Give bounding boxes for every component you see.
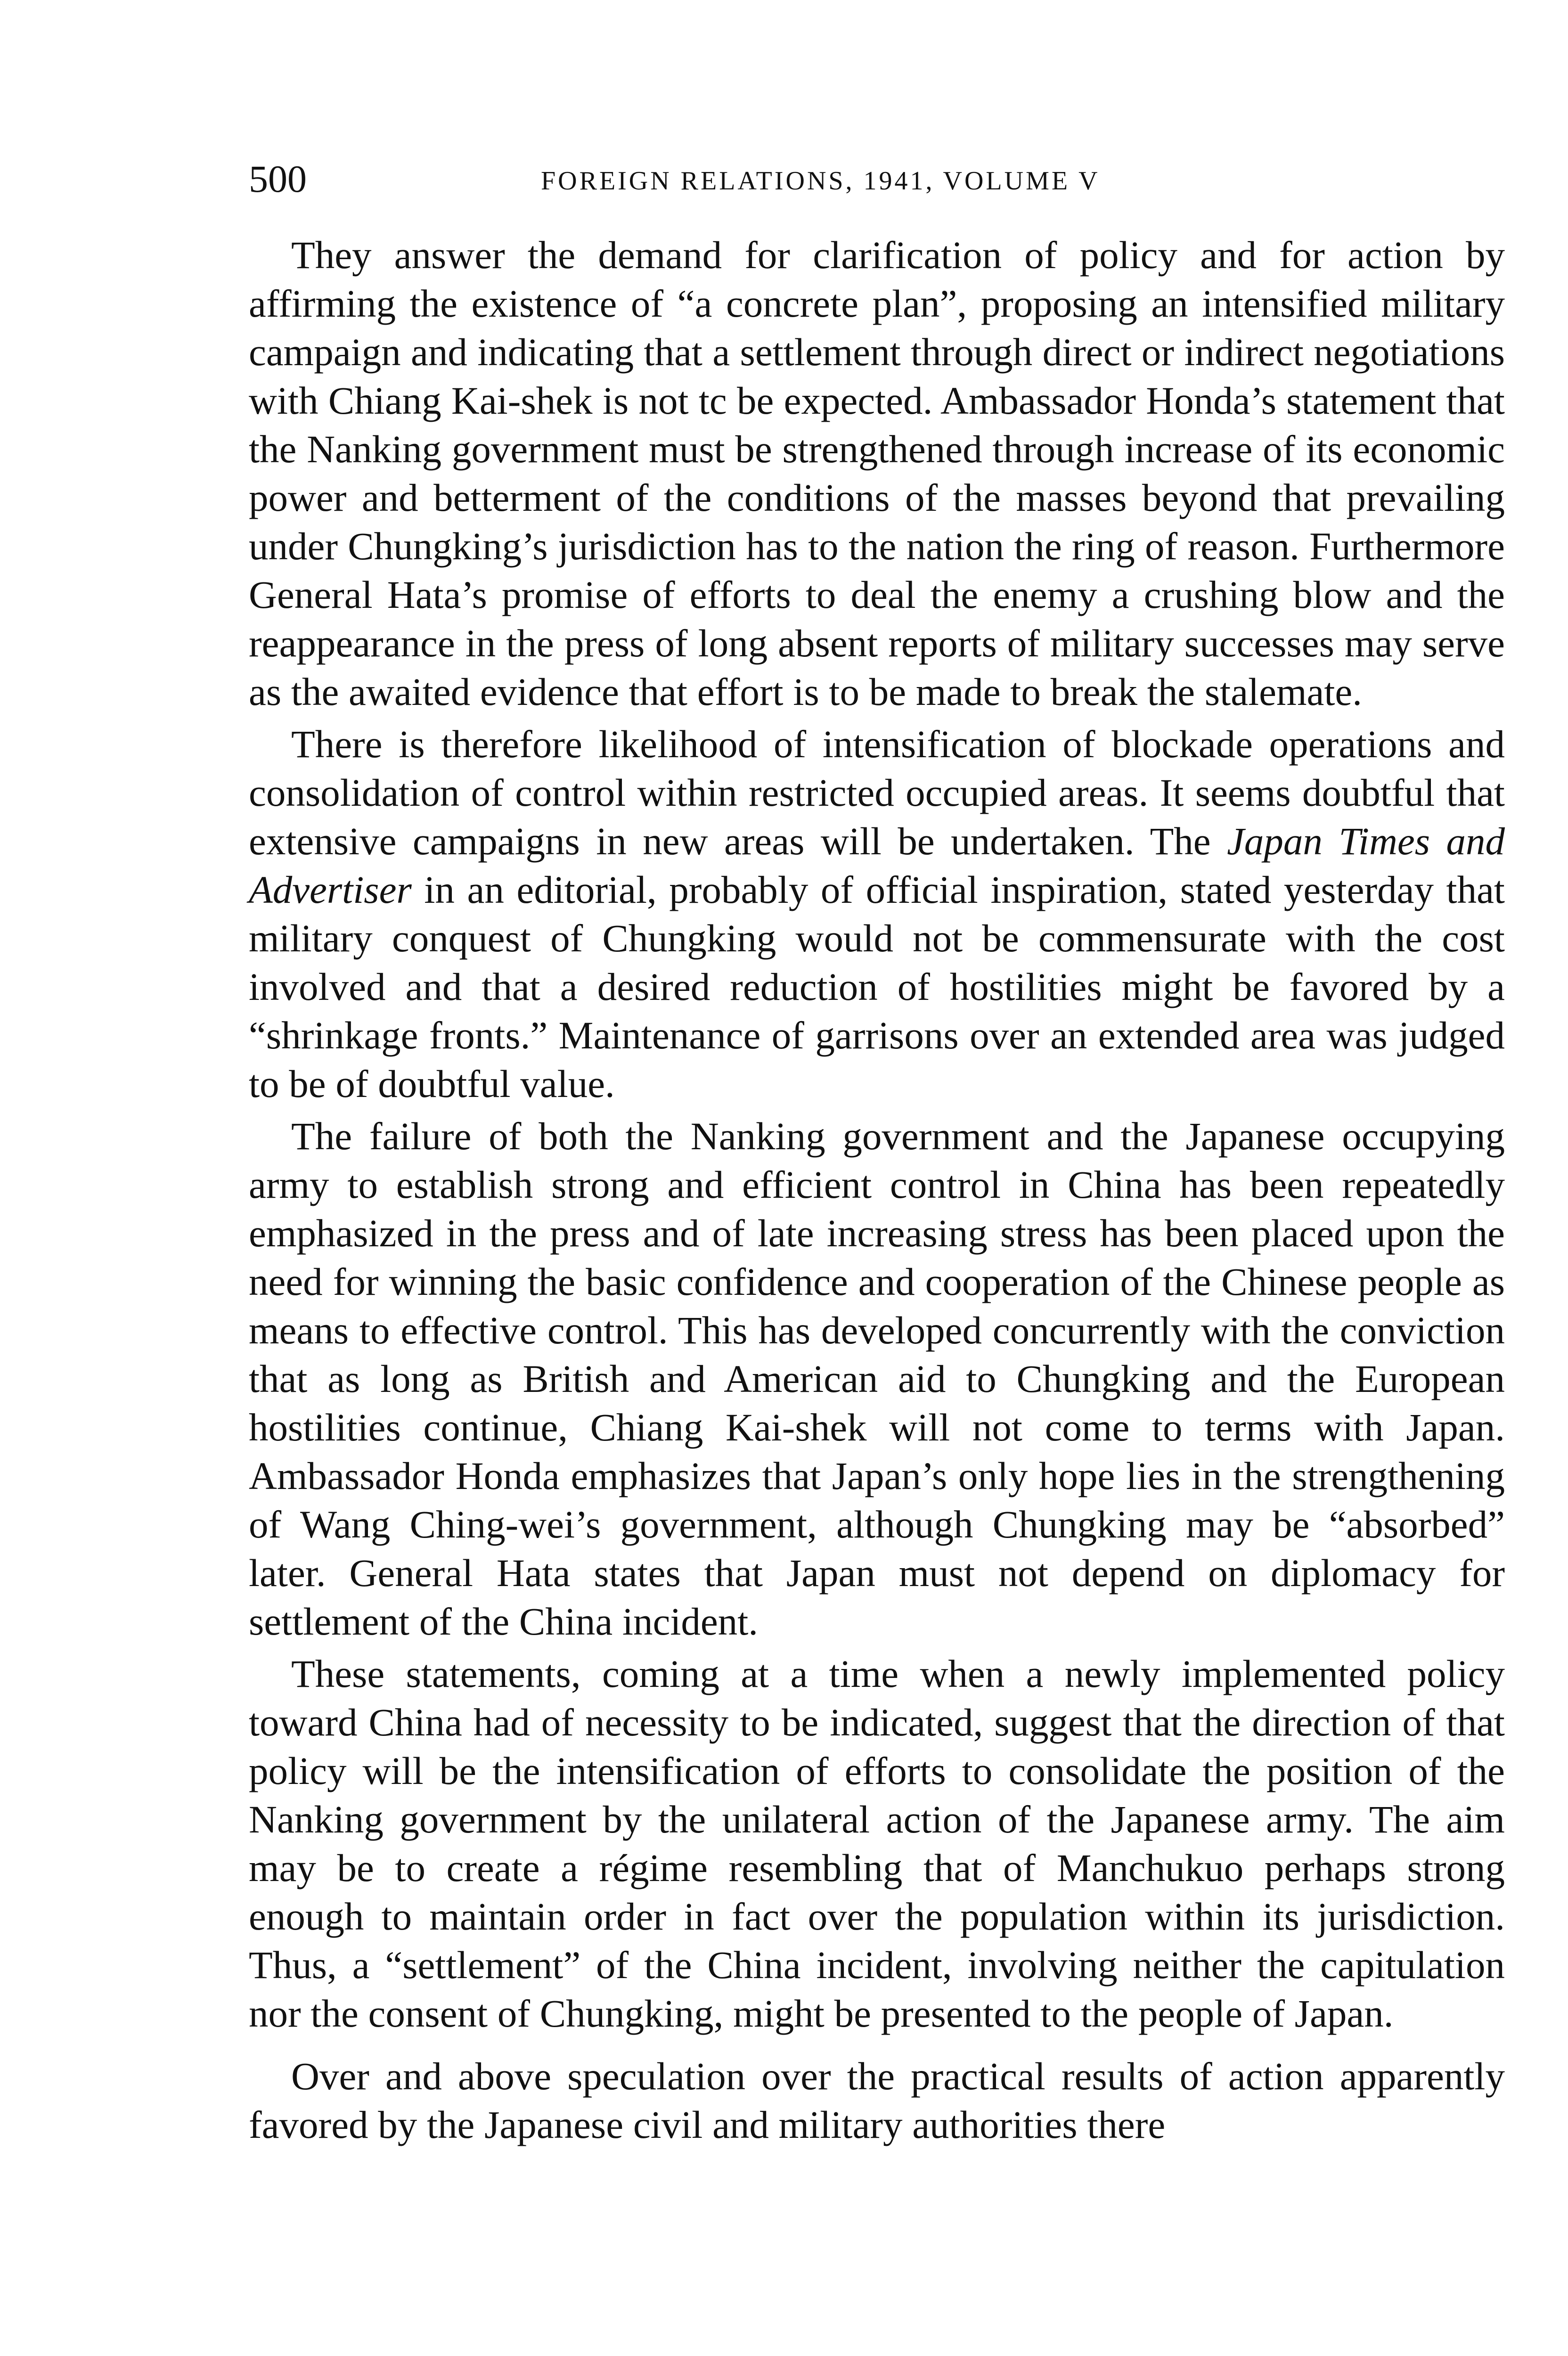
running-title: FOREIGN RELATIONS, 1941, VOLUME V [541,166,1100,196]
paragraph: They answer the demand for clarification of policy and for action by affirming the existence of “a concrete plan”, proposing an intensified military campaign and indicating that a settlement through direct or indirect negotiations with Chiang Kai-shek is not tc be expected. Ambassador Honda’s statement that the Nanking government must be strengthened through increase of its economic power and betterment of the conditions of the masses beyond that prevailing under Chungking’s jurisdiction has to the nation the ring of reason. Furthermore General Hata’s promise of efforts to deal the enemy a crushing blow and the reappearance in the press of long absent reports of military successes may serve as the awaited evidence that effort is to be made to break the stalemate. [249,233,1505,713]
paragraph [249,720,1505,1108]
paragraph-text: There is therefore likelihood of intensification of blockade operations and consolidation of control within restricted occupied areas. It seems doubtful that extensive campaigns in new areas will be undertaken. The [249,722,1505,863]
paragraph-text: in an editorial, probably of official inspiration, stated yesterday that military conquest of Chungking would not be commensurate with the cost involved and that a desired reduction of hostilities might be favored by a “shrinkage fronts.” Maintenance of garrisons over an extended area was judged to be of doubtful value. [249,868,1505,1105]
document-page [249,155,1505,2149]
page-number: 500 [249,157,307,200]
paragraph: Over and above speculation over the practical results of action apparently favored by the Japanese civil and military authorities there [249,2054,1505,2146]
body-text [249,231,1505,2149]
paragraph: The failure of both the Nanking government and the Japanese occupying army to establish strong and efficient control in China has been repeatedly emphasized in the press and of late increasing stress has been placed upon the need for winning the basic confidence and cooperation of the Chinese people as means to effective control. This has developed concurrently with the conviction that as long as British and American aid to Chungking and the European hostilities continue, Chiang Kai-shek will not come to terms with Japan. Ambassador Honda emphasizes that Japan’s only hope lies in the strengthening of Wang Ching-wei’s government, although Chungking may be “absorbed” later. General Hata states that Japan must not depend on diplomacy for settlement of the China incident. [249,1114,1505,1643]
running-head [249,155,1505,212]
publication-title: Japan Times and Advertiser [249,819,1505,911]
paragraph: These statements, coming at a time when a newly implemented policy toward China had of necessity to be indicated, suggest that the direction of that policy will be the intensification of efforts to consolidate the position of the Nanking government by the unilateral action of the Japanese army. The aim may be to create a régime resembling that of Manchukuo perhaps strong enough to maintain order in fact over the population within its jurisdiction. Thus, a “settlement” of the China incident, involving neither the capitulation nor the consent of Chungking, might be presented to the people of Japan. [249,1652,1505,2035]
